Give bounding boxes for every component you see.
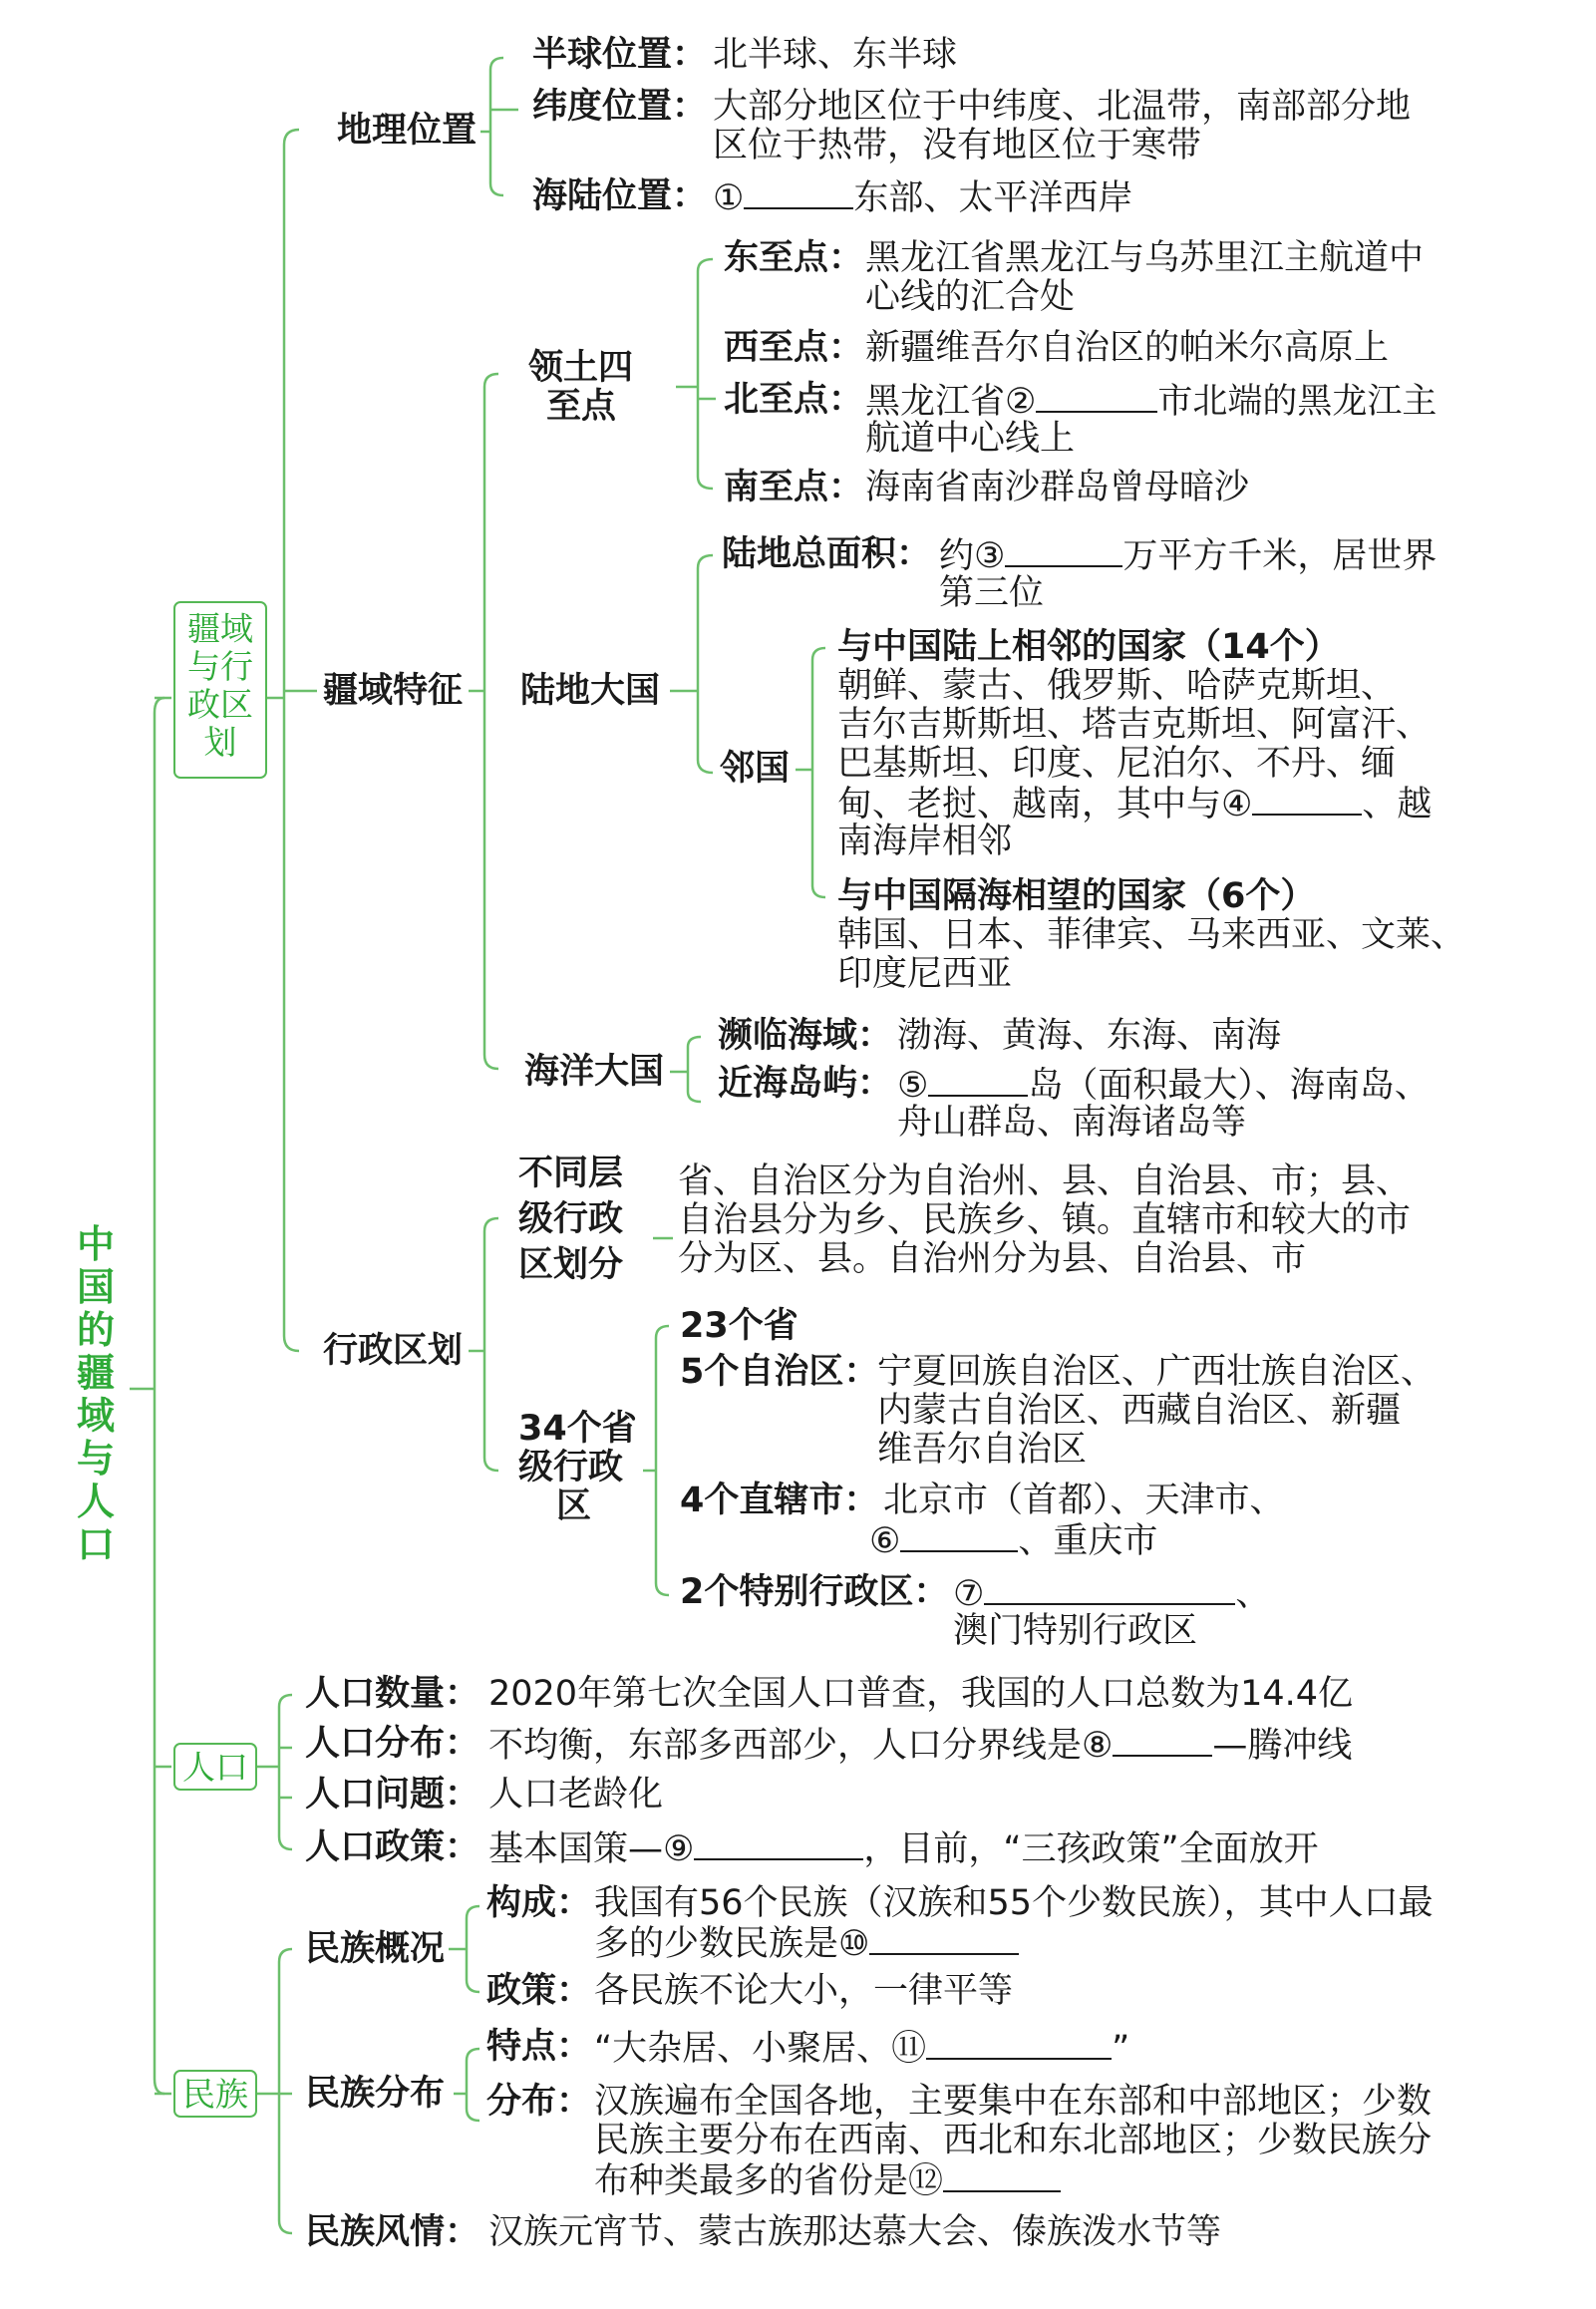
east-key: 东至点： bbox=[724, 238, 864, 278]
spread-key: 分布： bbox=[486, 2082, 592, 2122]
fill-blank[interactable] bbox=[900, 1520, 1018, 1552]
south-key: 南至点： bbox=[724, 468, 864, 507]
blank-number: ① bbox=[713, 178, 745, 218]
municipality-key: 4个直辖市： bbox=[680, 1481, 879, 1520]
section-territory bbox=[173, 601, 267, 779]
pop-count-key: 人口数量： bbox=[305, 1674, 480, 1714]
land-neighbors-l3: 巴基斯坦、印度、尼泊尔、不丹、缅 bbox=[837, 744, 1397, 784]
east-line1: 黑龙江省黑龙江与乌苏里江主航道中 bbox=[865, 238, 1425, 278]
north-line2: 航道中心线上 bbox=[865, 419, 1076, 459]
area-key: 陆地总面积： bbox=[722, 534, 932, 574]
fill-blank[interactable] bbox=[1005, 535, 1122, 567]
ethnic-policy-key: 政策： bbox=[486, 1971, 592, 2011]
islands-post: 岛（面积最大）、海南岛、 bbox=[1028, 1066, 1430, 1106]
hemisphere-key: 半球位置： bbox=[532, 35, 708, 75]
provinces-label-1: 34个省 bbox=[518, 1409, 637, 1449]
pop-policy-post: ，目前，“三孩政策”全面放开 bbox=[863, 1829, 1319, 1869]
section-population: 人口 bbox=[173, 1743, 257, 1791]
sar-key: 2个特别行政区： bbox=[680, 1572, 949, 1612]
east-line2: 心线的汇合处 bbox=[865, 277, 1076, 317]
municipality-post: 、重庆市 bbox=[1018, 1521, 1158, 1561]
west-key: 西至点： bbox=[724, 328, 864, 368]
pop-problem-key: 人口问题： bbox=[305, 1775, 480, 1814]
land-country-label: 陆地大国 bbox=[520, 671, 661, 711]
land-neighbors-l1: 朝鲜、蒙古、俄罗斯、哈萨克斯坦、 bbox=[837, 666, 1397, 706]
extremes-label-2: 至点 bbox=[546, 387, 617, 427]
provinces-23: 23个省 bbox=[680, 1306, 798, 1346]
customs-label: 民族风情： bbox=[305, 2212, 480, 2252]
west-value: 新疆维吾尔自治区的帕米尔高原上 bbox=[865, 328, 1390, 368]
islands-key: 近海岛屿： bbox=[718, 1064, 893, 1104]
sea-land-value bbox=[713, 177, 1132, 218]
blank-number: ⑥ bbox=[869, 1521, 901, 1561]
sea-neighbors-l1: 韩国、日本、菲律宾、马来西亚、文莱、 bbox=[837, 915, 1466, 955]
fill-blank[interactable] bbox=[928, 1065, 1028, 1097]
composition-l1: 我国有56个民族（汉族和55个少数民族），其中人口最 bbox=[594, 1883, 1434, 1923]
islands-line1 bbox=[897, 1065, 1430, 1106]
feature-value bbox=[594, 2028, 1129, 2069]
root-title: 中国的疆域与人口 bbox=[76, 1222, 115, 1566]
autonomous-l3: 维吾尔自治区 bbox=[877, 1430, 1088, 1470]
section-territory-label: 疆域与行政区划 bbox=[187, 609, 253, 762]
fill-blank[interactable] bbox=[744, 177, 853, 209]
blank-number: ⑦ bbox=[953, 1574, 985, 1614]
pop-policy-key: 人口政策： bbox=[305, 1827, 480, 1867]
area-pre: 约③ bbox=[939, 536, 1006, 576]
spread-l3 bbox=[594, 2160, 1061, 2201]
municipality-l2 bbox=[869, 1520, 1157, 1561]
feature-pre: “大杂居、小聚居、⑪ bbox=[594, 2029, 927, 2069]
section-ethnic: 民族 bbox=[173, 2070, 257, 2118]
sea-land-key: 海陆位置： bbox=[532, 176, 708, 216]
pop-dist-value bbox=[488, 1725, 1352, 1766]
latitude-line2: 区位于热带，没有地区位于寒带 bbox=[713, 126, 1202, 165]
blank-number: ⑤ bbox=[897, 1066, 929, 1106]
ethnic-dist-label: 民族分布 bbox=[305, 2074, 446, 2114]
area-line1 bbox=[939, 535, 1436, 576]
provinces-label-2: 级行政 bbox=[518, 1448, 624, 1487]
sea-neighbors-head: 与中国隔海相望的国家（6个） bbox=[837, 876, 1316, 916]
north-pre: 黑龙江省② bbox=[865, 382, 1037, 422]
territory-features-label: 疆域特征 bbox=[323, 671, 464, 711]
pop-policy-pre: 基本国策—⑨ bbox=[488, 1829, 695, 1869]
levels-label-3: 区划分 bbox=[518, 1245, 624, 1285]
area-post: 万平方千米，居世界 bbox=[1122, 536, 1437, 576]
neighbors-label: 邻国 bbox=[720, 749, 791, 789]
ethnic-policy-value: 各民族不论大小，一律平等 bbox=[594, 1971, 1014, 2011]
fill-blank[interactable] bbox=[926, 2028, 1112, 2060]
pop-policy-value bbox=[488, 1828, 1319, 1869]
autonomous-l2: 内蒙古自治区、西藏自治区、新疆 bbox=[877, 1391, 1402, 1431]
autonomous-l1: 宁夏回族自治区、广西壮族自治区、 bbox=[877, 1352, 1436, 1392]
land-neighbors-l4-post: 、越 bbox=[1362, 785, 1433, 825]
extremes-label-1: 领土四 bbox=[528, 348, 634, 388]
seas-key: 濒临海域： bbox=[718, 1016, 893, 1056]
ethnic-overview-label: 民族概况 bbox=[305, 1929, 446, 1969]
fill-blank[interactable] bbox=[1036, 381, 1157, 413]
admin-label: 行政区划 bbox=[323, 1331, 464, 1371]
fill-blank[interactable] bbox=[943, 2160, 1061, 2192]
spread-l3-pre: 布种类最多的省份是⑫ bbox=[594, 2161, 944, 2201]
customs-value: 汉族元宵节、蒙古族那达慕大会、傣族泼水节等 bbox=[488, 2212, 1222, 2252]
municipality-l1: 北京市（首都）、天津市、 bbox=[883, 1481, 1285, 1520]
sea-land-rest: 东部、太平洋西岸 bbox=[853, 178, 1133, 218]
islands-line2: 舟山群岛、南海诸岛等 bbox=[897, 1103, 1247, 1143]
land-neighbors-l4-pre: 甸、老挝、越南，其中与④ bbox=[837, 785, 1253, 825]
north-post: 市北端的黑龙江主 bbox=[1157, 382, 1437, 422]
latitude-key: 纬度位置： bbox=[532, 87, 708, 127]
latitude-line1: 大部分地区位于中纬度、北温带，南部部分地 bbox=[713, 87, 1412, 127]
provinces-label-3: 区 bbox=[556, 1486, 592, 1526]
feature-key: 特点： bbox=[486, 2027, 592, 2067]
fill-blank[interactable] bbox=[869, 1923, 1019, 1955]
spread-l2: 民族主要分布在西南、西北和东北部地区；少数民族分 bbox=[594, 2121, 1433, 2160]
pop-dist-post: —腾冲线 bbox=[1212, 1726, 1353, 1766]
ocean-country-label: 海洋大国 bbox=[524, 1052, 665, 1092]
pop-dist-pre: 不均衡，东部多西部少，人口分界线是⑧ bbox=[488, 1726, 1114, 1766]
land-neighbors-l5: 南海岸相邻 bbox=[837, 822, 1013, 861]
sar-line2: 澳门特别行政区 bbox=[953, 1611, 1198, 1651]
land-neighbors-head: 与中国陆上相邻的国家（14个） bbox=[837, 627, 1340, 667]
sar-line1 bbox=[953, 1573, 1270, 1614]
composition-l2-pre: 多的少数民族是⑩ bbox=[594, 1924, 870, 1964]
fill-blank[interactable] bbox=[694, 1828, 863, 1860]
fill-blank[interactable] bbox=[984, 1573, 1235, 1605]
pop-dist-key: 人口分布： bbox=[305, 1724, 480, 1764]
feature-post: ” bbox=[1112, 2029, 1130, 2069]
land-neighbors-l2: 吉尔吉斯斯坦、塔吉克斯坦、阿富汗、 bbox=[837, 705, 1432, 745]
fill-blank[interactable] bbox=[1252, 784, 1362, 816]
composition-l2 bbox=[594, 1923, 1019, 1964]
area-line2: 第三位 bbox=[939, 573, 1045, 613]
pop-problem-value: 人口老龄化 bbox=[488, 1775, 664, 1814]
levels-l1: 省、自治区分为自治州、县、自治县、市；县、 bbox=[678, 1161, 1412, 1201]
south-value: 海南省南沙群岛曾母暗沙 bbox=[865, 468, 1250, 507]
hemisphere-value: 北半球、东半球 bbox=[713, 35, 958, 75]
pop-count-value: 2020年第七次全国人口普查，我国的人口总数为14.4亿 bbox=[488, 1674, 1354, 1714]
spread-l1: 汉族遍布全国各地，主要集中在东部和中部地区；少数 bbox=[594, 2082, 1433, 2122]
composition-key: 构成： bbox=[486, 1883, 592, 1923]
levels-l3: 分为区、县。自治州分为县、自治县、市 bbox=[678, 1239, 1307, 1279]
land-neighbors-l4 bbox=[837, 784, 1432, 825]
seas-value: 渤海、黄海、东海、南海 bbox=[897, 1016, 1282, 1056]
levels-label-1: 不同层 bbox=[518, 1154, 624, 1193]
autonomous-key: 5个自治区： bbox=[680, 1352, 879, 1392]
geo-location-label: 地理位置 bbox=[337, 111, 478, 151]
levels-l2: 自治县分为乡、民族乡、镇。直辖市和较大的市 bbox=[678, 1200, 1412, 1240]
fill-blank[interactable] bbox=[1113, 1725, 1212, 1757]
sar-post: 、 bbox=[1235, 1574, 1271, 1614]
sea-neighbors-l2: 印度尼西亚 bbox=[837, 954, 1013, 994]
levels-label-2: 级行政 bbox=[518, 1199, 624, 1239]
north-line1 bbox=[865, 381, 1436, 422]
north-key: 北至点： bbox=[724, 380, 864, 420]
